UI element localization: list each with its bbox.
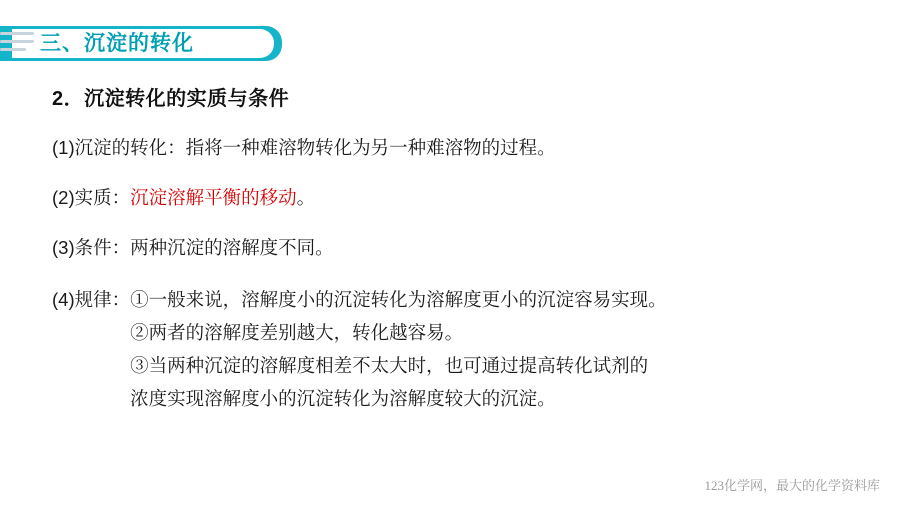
subsection-title: 2．沉淀转化的实质与条件 <box>52 88 290 110</box>
section-title: 三、沉淀的转化 <box>40 32 194 55</box>
condition-line <box>52 233 872 262</box>
rule-block <box>52 283 872 415</box>
rule-line: ②两者的溶解度差别越大，转化越容易。 <box>130 322 464 343</box>
watermark: 123化学网，最大的化学资料库 <box>704 478 880 493</box>
rule-lines <box>130 283 872 415</box>
slide-content <box>52 82 872 415</box>
rule-line: ①一般来说，溶解度小的沉淀转化为溶解度更小的沉淀容易实现。 <box>130 289 667 310</box>
definition-line <box>52 133 872 162</box>
rule-line: 浓度实现溶解度小的沉淀转化为溶解度较大的沉淀。 <box>130 388 556 409</box>
decorative-lines-icon <box>0 32 34 56</box>
rule-line: ③当两种沉淀的溶解度相差不太大时，也可通过提高转化试剂的 <box>130 355 649 376</box>
rule-label: (4)规律： <box>52 289 131 310</box>
essence-text: 。 <box>296 187 316 208</box>
essence-label: (2)实质： <box>52 187 131 208</box>
condition-text: 两种沉淀的溶解度不同。 <box>130 237 334 258</box>
condition-label: (3)条件： <box>52 237 131 258</box>
section-header <box>0 18 900 64</box>
essence-highlight: 沉淀溶解平衡的移动 <box>130 187 297 208</box>
definition-label: (1)沉淀的转化： <box>52 137 186 158</box>
essence-line <box>52 183 872 212</box>
definition-text: 指将一种难溶物转化为另一种难溶物的过程。 <box>185 137 556 158</box>
